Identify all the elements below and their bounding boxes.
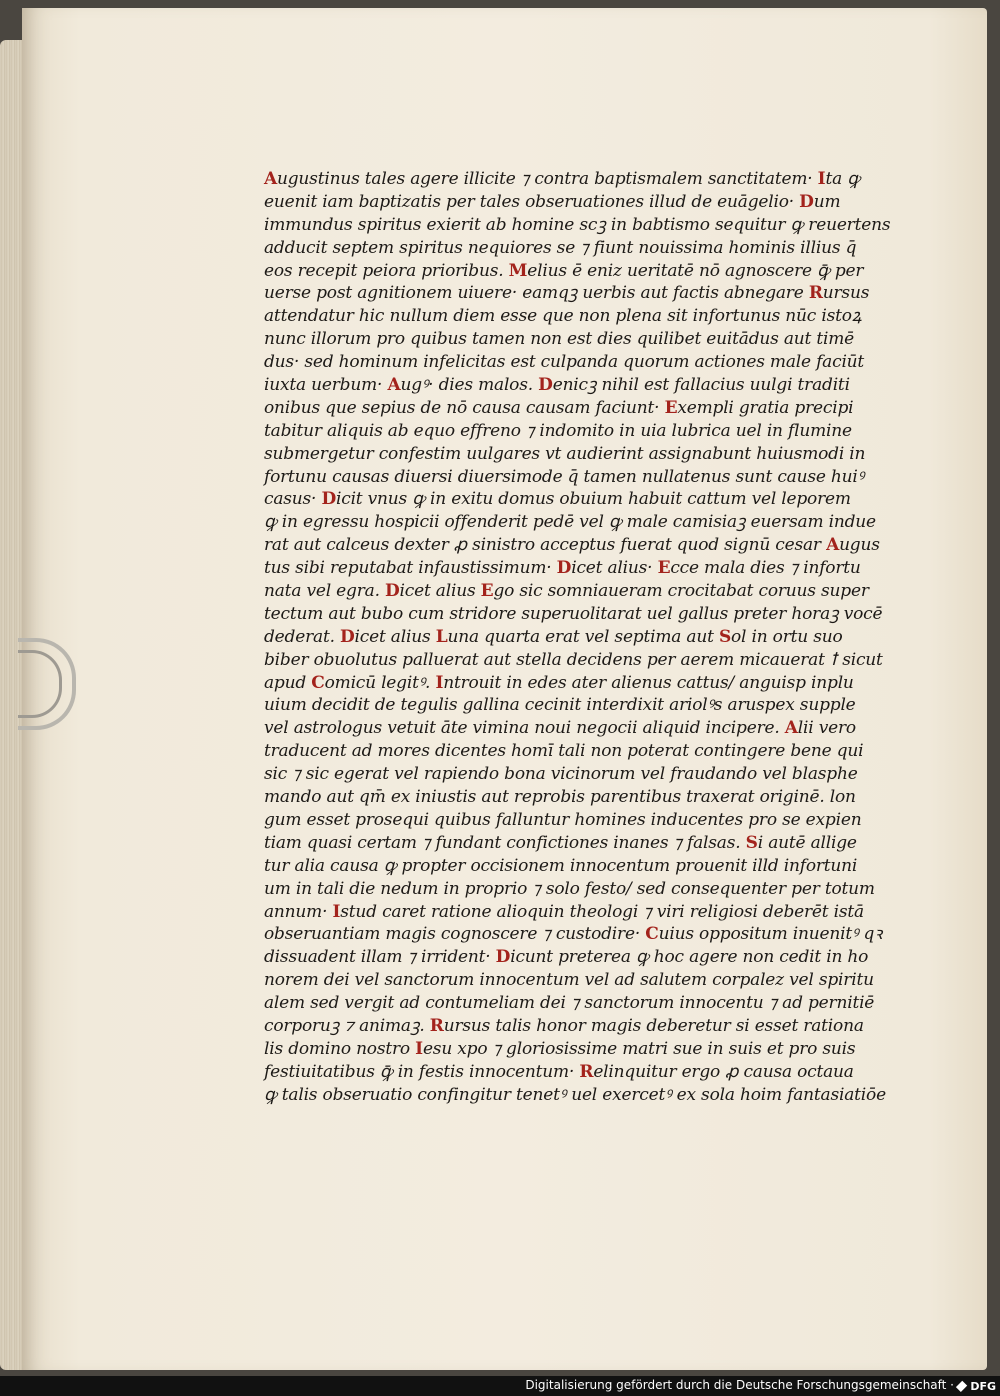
text-segment: uius oppositum inuenitꝰ qꝛ [658, 924, 883, 945]
text-segment: biber obuolutus palluerat aut stella decidens per aerem micauerat ꝉ sicut [264, 649, 883, 670]
dfg-logo-text: DFG [970, 1379, 996, 1393]
text-line [264, 603, 883, 626]
text-segment: submergetur confestim uulgares vt audierint assignabunt huiusmodi in [264, 443, 866, 464]
text-segment: ugustinus tales agere illicite ⁊ contra baptismalem sanctitatem· [277, 169, 818, 189]
text-line [264, 305, 874, 328]
footer-bar [0, 1376, 1000, 1396]
text-line [264, 740, 874, 763]
text-line [264, 672, 874, 695]
rubricated-initial: A [264, 169, 277, 189]
text-column [264, 168, 891, 1107]
text-segment: adducit septem spiritus nequiores se ⁊ fiunt nouissima hominis illius q̄ [264, 237, 857, 258]
text-segment: vel astrologus vetuit āte vimina noui negocii aliquid incipere. [264, 718, 785, 739]
rubricated-initial: R [579, 1061, 594, 1082]
text-segment: elinquitur ergo ꝓ causa octaua [593, 1061, 854, 1082]
text-line [264, 878, 874, 901]
text-line [264, 557, 874, 580]
text-segment: stud caret ratione alioquin theologi ⁊ viri religiosi deberēt istā [340, 901, 864, 922]
text-segment: ugus [839, 535, 880, 556]
rubricated-initial: D [799, 191, 814, 212]
text-segment: ta ꝙ [825, 169, 860, 189]
text-segment: iuxta uerbum· [264, 375, 388, 396]
text-line [264, 580, 874, 603]
text-segment: casus· [264, 489, 322, 510]
text-line [264, 534, 880, 557]
text-segment: sic ⁊ sic egerat vel rapiendo bona vicinorum vel fraudando vel blasphe [264, 764, 858, 785]
text-segment: tiam quasi certam ⁊ fundant confictiones inanes ⁊ falsas. [264, 832, 746, 853]
rubricated-initial: D [340, 626, 355, 647]
rubricated-initial: L [435, 626, 448, 647]
text-segment: esu xpo ⁊ gloriosissime matri sue in suis et pro suis [422, 1038, 856, 1059]
text-segment: onibus que sepius de nō causa causam faciunt· [264, 397, 665, 418]
text-segment: dissuadent illam ⁊ irrident· [264, 947, 496, 968]
text-segment: dederat. [264, 626, 340, 647]
text-line [264, 488, 874, 511]
text-segment: ꝙ talis obseruatio confingitur tenetꝰ uel exercetꝰ ex sola hoim fantasiatiōe [264, 1084, 886, 1105]
text-line [264, 832, 874, 855]
rubricated-initial: D [384, 581, 400, 602]
rubricated-initial: A [826, 535, 840, 556]
text-segment: lii vero [797, 718, 856, 739]
rubricated-initial: S [718, 626, 732, 647]
text-segment: euenit iam baptizatis per tales obseruationes illud de euāgelio· [264, 191, 800, 212]
text-segment: gum esset prosequi quibus falluntur homines inducentes pro se expien [264, 809, 862, 830]
text-segment: ursus [822, 283, 870, 304]
text-line [264, 443, 874, 466]
book-page [22, 8, 987, 1370]
rubricated-initial: I [435, 672, 444, 693]
text-segment: xempli gratia precipi [677, 397, 854, 418]
text-segment: ol in ortu suo [731, 626, 843, 647]
text-segment: immundus spiritus exierit ab homine scꝫ in babtismo sequitur ꝙ reuertens [264, 214, 891, 235]
text-line [264, 1038, 874, 1061]
text-segment: go sic somniaueram crocitabat coruus super [493, 581, 869, 602]
rubricated-initial: A [784, 718, 798, 739]
text-line [264, 901, 874, 924]
text-line [264, 237, 874, 260]
text-line [264, 260, 874, 283]
text-segment: nunc illorum pro quibus tamen non est dies quilibet euitādus aut timē [264, 329, 855, 350]
rubricated-initial: I [415, 1038, 423, 1059]
rubricated-initial: I [332, 901, 341, 922]
text-line [264, 717, 874, 740]
text-line [264, 168, 874, 191]
text-line [264, 397, 874, 420]
text-segment: tectum aut bubo cum stridore superuolitarat uel gallus preter horaꝫ vocē [264, 603, 883, 624]
text-segment: um [813, 191, 841, 212]
rubricated-initial: C [311, 672, 325, 693]
text-segment: i autē allige [757, 832, 857, 853]
funding-notice: Digitalisierung gefördert durch die Deutsche Forschungsgemeinschaft · [525, 1378, 954, 1392]
rubricated-initial: R [808, 283, 823, 304]
text-segment: annum· [264, 901, 333, 922]
rubricated-initial: D [321, 489, 337, 510]
rubricated-initial: A [387, 375, 401, 396]
text-segment: omicū legitꝰ. [324, 672, 436, 693]
text-segment: mando aut qm̄ ex iniustis aut reprobis parentibus traxerat originē. lon [264, 787, 856, 808]
text-line [264, 809, 874, 832]
text-segment: eos recepit peiora prioribus. [264, 260, 509, 281]
text-segment: ugꝰ· dies malos. [400, 375, 539, 396]
text-line [264, 969, 874, 992]
text-line [264, 214, 891, 237]
text-line [264, 511, 874, 534]
rubricated-initial: I [817, 169, 826, 189]
dfg-diamond-icon [956, 1380, 968, 1392]
text-segment: ꝙ in egressu hospicii offenderit pedē vel ꝙ male camisiaꝫ euersam indue [264, 512, 876, 533]
text-line [264, 649, 883, 672]
text-segment: icunt preterea ꝙ hoc agere non cedit in ho [510, 947, 869, 968]
text-segment: obseruantiam magis cognoscere ⁊ custodire· [264, 924, 646, 945]
text-line [264, 191, 874, 214]
rubricated-initial: D [495, 947, 511, 968]
text-segment: icit vnus ꝙ in exitu domus obuium habuit cattum vel leporem [336, 489, 851, 510]
text-segment: icet alius [399, 581, 481, 602]
text-line [264, 694, 874, 717]
dfg-logo [958, 1379, 996, 1393]
text-line [264, 763, 874, 786]
text-line [264, 420, 874, 443]
text-line [264, 786, 874, 809]
text-segment: corporuꝫ ⁊ animaꝫ. [264, 1015, 430, 1036]
text-line [264, 351, 874, 374]
text-segment: fortunu causas diuersi diuersimode q̄ tamen nullatenus sunt cause huiꝰ [264, 466, 864, 487]
text-segment: lis domino nostro [264, 1038, 416, 1059]
text-segment: traducent ad mores dicentes homī tali non poterat contingere bene qui [264, 741, 864, 762]
text-segment: um in tali die nedum in proprio ⁊ solo festo/ sed consequenter per totum [264, 878, 875, 899]
text-segment: tabitur aliquis ab equo effreno ⁊ indomito in uia lubrica uel in flumine [264, 420, 852, 441]
text-segment: rat aut calceus dexter ꝓ sinistro acceptus fuerat quod signū cesar [264, 535, 827, 556]
text-line [264, 1015, 874, 1038]
text-segment: festiuitatibus ꝙ̄ in festis innocentum· [264, 1061, 580, 1082]
text-segment: icet alius· [571, 558, 658, 579]
rubricated-initial: S [745, 832, 758, 853]
text-segment: icet alius [354, 626, 436, 647]
text-segment: ursus talis honor magis deberetur si esset rationa [443, 1015, 864, 1036]
text-segment: dus· sed hominum infelicitas est culpanda quorum actiones male faciūt [264, 352, 865, 373]
text-segment: uerse post agnitionem uiuere· eamqꝫ uerbis aut factis abnegare [264, 283, 809, 304]
text-line [264, 923, 883, 946]
text-segment: una quarta erat vel septima aut [447, 626, 719, 647]
text-line [264, 626, 874, 649]
rubricated-initial: D [538, 375, 553, 396]
text-line [264, 855, 874, 878]
text-line [264, 328, 874, 351]
text-line [264, 1061, 874, 1084]
text-segment: attendatur hic nullum diem esse que non plena sit infortunus nūc istoꝝ [264, 306, 862, 327]
text-segment: tus sibi reputabat infaustissimum· [264, 558, 557, 579]
text-segment: alem sed vergit ad contumeliam dei ⁊ sanctorum innocentu ⁊ ad pernitiē [264, 993, 875, 1014]
rubricated-initial: E [664, 397, 678, 418]
text-segment: norem dei vel sanctorum innocentum vel ad salutem corpalez vel spiritu [264, 970, 874, 991]
text-line [264, 1084, 886, 1107]
text-segment: nata vel egra. [264, 581, 385, 602]
text-segment: uium decidit de tegulis gallina cecinit interdixit ariolꝰs aruspex supple [264, 695, 856, 716]
rubricated-initial: M [508, 260, 528, 281]
text-segment: ntrouit in edes ater alienus cattus/ anguisp inplu [443, 672, 854, 693]
text-segment: enicꝫ nihil est fallacius uulgi traditi [552, 375, 850, 396]
text-segment: cce mala dies ⁊ infortu [670, 558, 861, 579]
text-segment: elius ē eniz ueritatē nō agnoscere ꝙ̄ per [527, 260, 864, 281]
rubricated-initial: E [480, 581, 494, 602]
rubricated-initial: E [657, 558, 671, 579]
rubricated-initial: R [429, 1015, 444, 1036]
text-line [264, 466, 874, 489]
rubricated-initial: C [645, 924, 659, 945]
text-line [264, 374, 874, 397]
text-line [264, 282, 874, 305]
text-line [264, 946, 874, 969]
text-line [264, 992, 874, 1015]
text-segment: tur alia causa ꝙ propter occisionem innocentum prouenit illd infortuni [264, 855, 858, 876]
text-segment: apud [264, 672, 312, 693]
rubricated-initial: D [556, 558, 572, 579]
